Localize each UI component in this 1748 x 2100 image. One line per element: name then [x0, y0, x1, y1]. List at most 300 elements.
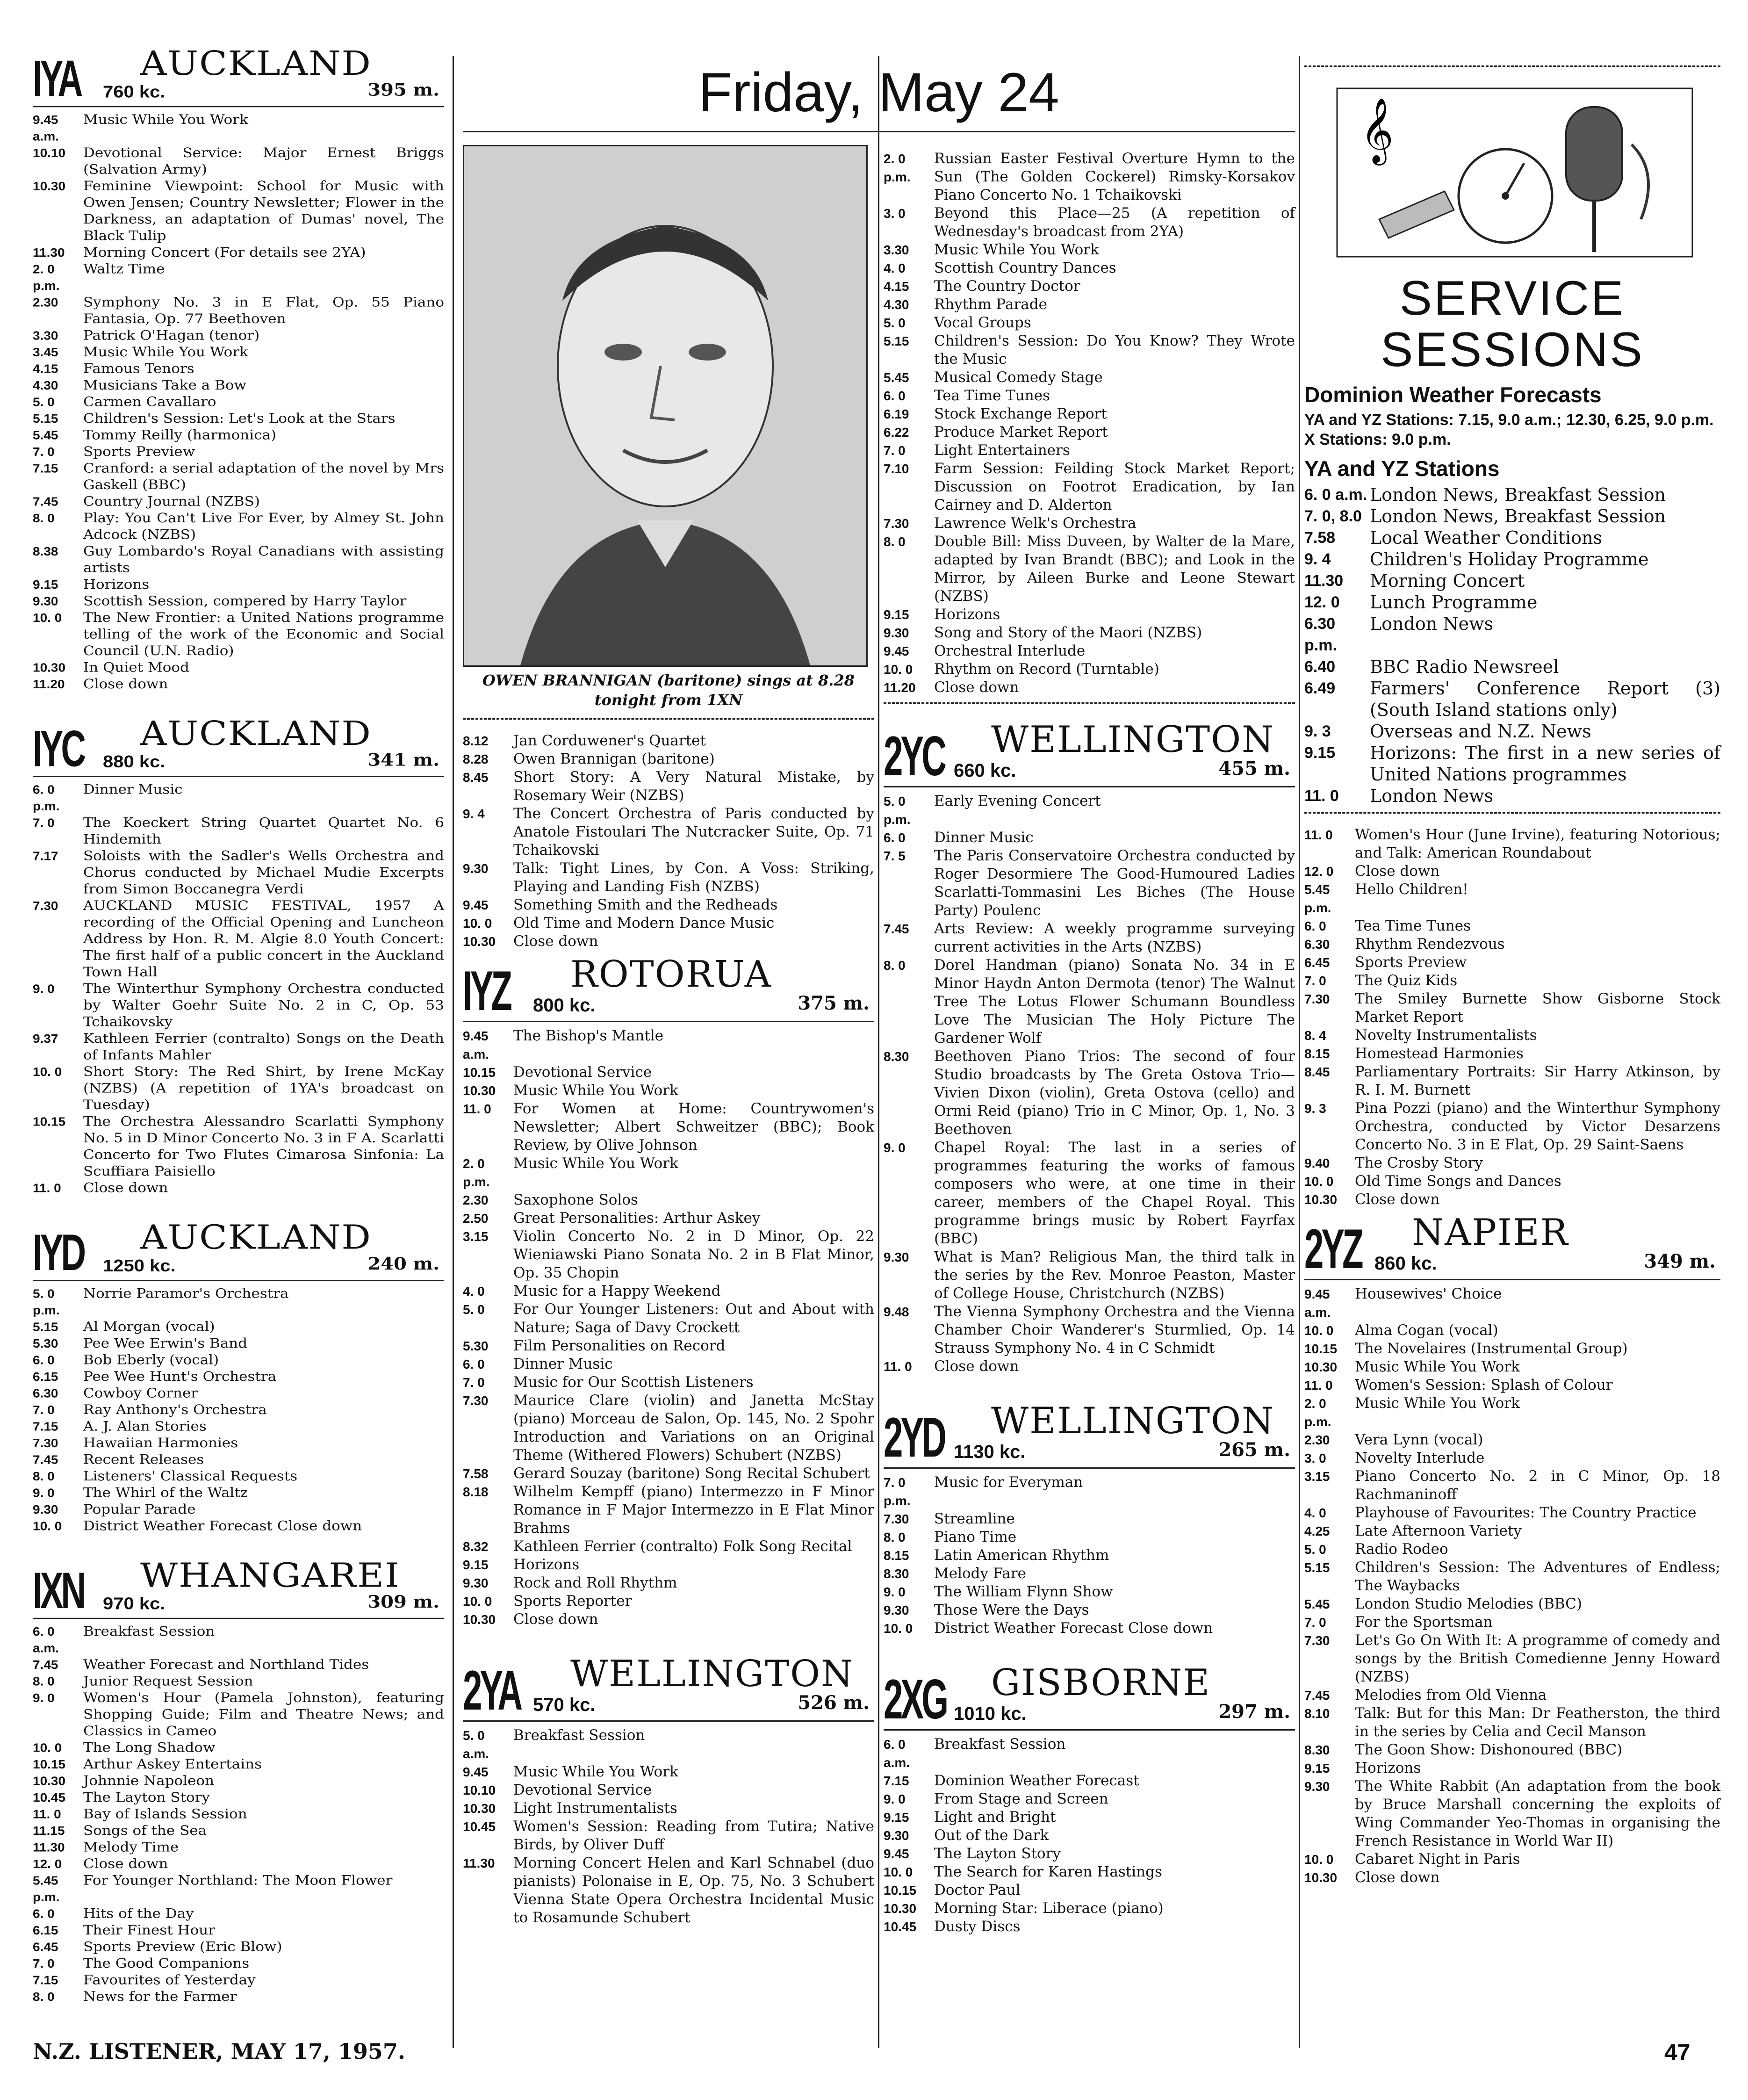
programme-title: Tea Time Tunes — [934, 387, 1050, 404]
programme-time: 10. 0 — [33, 1065, 62, 1079]
station-call-sign: IYD — [33, 1224, 84, 1281]
programme-row — [33, 443, 444, 460]
programme-row — [884, 1248, 1295, 1303]
programme-row — [884, 1735, 1295, 1772]
programme-time: 4.30 — [884, 297, 909, 312]
programme-time: 7.15 — [884, 1774, 909, 1788]
station-city: NAPIER — [1412, 1212, 1569, 1254]
station-header — [33, 42, 444, 107]
ya-yz-weather-times: YA and YZ Stations: 7.15, 9.0 a.m.; 12.30, 6.25, 9.0 p.m. — [1304, 411, 1714, 429]
station-header — [884, 716, 1295, 787]
programme-row — [33, 1756, 444, 1773]
programme-time: 7. 0 p.m. — [884, 1475, 911, 1508]
station-wavelength: 341 m. — [367, 750, 439, 770]
programme-row — [33, 1773, 444, 1790]
station-city: GISBORNE — [991, 1662, 1211, 1704]
programme-time: 5.30 — [463, 1339, 489, 1353]
programme-title: Orchestral Interlude — [934, 642, 1086, 659]
programme-title: Country Journal (NZBS) — [83, 493, 260, 509]
programme-time: 10.30 — [1304, 1192, 1338, 1207]
programme-title: Women's Hour (Pamela Johnston), featuring Shopping Guide; Film and Theatre News; and Classics in Cameo — [83, 1690, 444, 1739]
programme-time: 9.30 — [884, 1603, 909, 1617]
station-header — [463, 951, 874, 1022]
programme-row — [33, 111, 444, 144]
programme-title: Bob Eberly (vocal) — [83, 1352, 219, 1368]
programme-title: Symphony No. 3 in E Flat, Op. 55 Piano Fantasia, Op. 77 Beethoven — [83, 294, 444, 327]
programme-title: The Bishop's Mantle — [513, 1027, 664, 1044]
programme-time: 5.15 — [884, 334, 909, 348]
programme-row — [463, 750, 874, 768]
programme-row — [884, 1357, 1295, 1376]
station-frequency: 1130 kc. — [954, 1442, 1026, 1462]
programme-time: 10.15 — [33, 1758, 66, 1771]
programme-time: 6.15 — [33, 1924, 58, 1937]
programme-time: 10.45 — [463, 1819, 496, 1834]
programme-title: Old Time Songs and Dances — [1355, 1173, 1561, 1190]
programme-time: 6.30 — [33, 1386, 58, 1400]
programme-row — [884, 514, 1295, 533]
station-header — [33, 1216, 444, 1281]
programme-title: Streamline — [934, 1510, 1015, 1527]
svg-text:𝄞: 𝄞 — [1360, 98, 1394, 163]
programme-title: Beyond this Place—25 (A repetition of Wednesday's broadcast from 2YA) — [934, 205, 1295, 240]
programme-row — [33, 377, 444, 394]
station-wavelength: 349 m. — [1644, 1250, 1716, 1272]
programme-time: 6.45 — [1304, 955, 1330, 970]
listing-block — [884, 150, 1295, 697]
programme-row — [33, 1335, 444, 1352]
programme-title: AUCKLAND MUSIC FESTIVAL, 1957 A recording of the Official Opening and Luncheon Address by Hon. R. M. Algie 8.0 Youth Concert: The first half of a public concert in the Auckland Town Hall — [83, 898, 444, 980]
programme-row — [884, 277, 1295, 296]
programme-title: Melodies from Old Vienna — [1355, 1687, 1547, 1703]
programme-title: Dominion Weather Forecast — [934, 1772, 1139, 1789]
divider — [1304, 812, 1720, 818]
programme-title: Novelty Interlude — [1355, 1450, 1485, 1466]
programme-time: 7.30 — [463, 1393, 489, 1408]
programme-title: Beethoven Piano Trios: The second of four Studio broadcasts by The Greta Ostova Trio—Vivien Dixon (violin), Greta Ostova (cello) and Ormi Reid (piano) Trio in C Minor, Op. 1, No. 3 Beethoven — [934, 1048, 1295, 1138]
station-frequency: 570 kc. — [533, 1695, 596, 1715]
programme-title: The Vienna Symphony Orchestra and the Vienna Chamber Choir Wanderer's Sturmlied, Op. 14 Strauss Symphony No. 4 in C Schmidt — [934, 1303, 1295, 1357]
programme-time: 8. 0 — [33, 1470, 55, 1483]
programme-title: Horizons: The first in a new series of United Nations programmes — [1370, 743, 1720, 785]
programme-title: Song and Story of the Maori (NZBS) — [934, 624, 1202, 641]
station-call-sign: 2YZ — [1304, 1218, 1361, 1280]
programme-title: Cranford: a serial adaptation of the novel by Mrs Gaskell (BBC) — [83, 460, 444, 493]
programme-title: Arts Review: A weekly programme surveying current activities in the Arts (NZBS) — [934, 920, 1295, 955]
programme-title: Hits of the Day — [83, 1906, 194, 1921]
station-block — [33, 1216, 444, 1535]
programme-time: 8.12 — [463, 734, 489, 748]
programme-title: Children's Holiday Programme — [1370, 549, 1649, 570]
programme-title: Short Story: A Very Natural Mistake, by Rosemary Weir (NZBS) — [513, 769, 874, 804]
station-block — [33, 712, 444, 1197]
programme-time: 11. 0 — [884, 1359, 912, 1374]
programme-time: 9.45 — [463, 898, 489, 912]
station-header — [1304, 1209, 1720, 1280]
programme-title: In Quiet Mood — [83, 659, 189, 675]
programme-row — [33, 1905, 444, 1922]
service-sessions-list — [1304, 484, 1720, 807]
programme-row — [33, 1180, 444, 1197]
station-block — [33, 1554, 444, 2005]
programme-time: 2.50 — [463, 1211, 489, 1226]
programme-title: Sports Preview — [1355, 954, 1467, 971]
programme-time: 9. 0 — [33, 982, 55, 996]
column-rule — [1299, 56, 1300, 2048]
programme-row — [33, 1872, 444, 1905]
programme-row — [884, 642, 1295, 660]
programme-row — [1304, 953, 1720, 972]
programme-time: 7.30 — [1304, 992, 1330, 1006]
programme-time: 2. 0 p.m. — [463, 1156, 490, 1189]
programme-row — [463, 1854, 874, 1927]
station-wavelength: 309 m. — [367, 1592, 439, 1612]
programme-time: 4.30 — [33, 379, 58, 392]
programme-title: From Stage and Screen — [934, 1790, 1108, 1807]
programme-title: Scottish Country Dances — [934, 260, 1116, 276]
programme-time: 7.30 — [33, 899, 58, 913]
column-4 — [1304, 42, 1720, 1908]
programme-title: Hawaiian Harmonies — [83, 1435, 238, 1451]
programme-title: Music While You Work — [1355, 1395, 1520, 1412]
programme-title: Close down — [934, 1358, 1019, 1375]
programme-row — [463, 1355, 874, 1373]
programme-row — [884, 1473, 1295, 1510]
station-frequency: 760 kc. — [103, 82, 165, 101]
programme-row — [33, 294, 444, 327]
programme-time: 6. 0 p.m. — [33, 783, 60, 813]
programme-time: 11.20 — [33, 678, 65, 691]
programme-title: The Goon Show: Dishonoured (BBC) — [1355, 1741, 1623, 1758]
programme-title: Piano Concerto No. 2 in C Minor, Op. 18 Rachmaninoff — [1355, 1468, 1720, 1503]
programme-row — [33, 460, 444, 493]
programme-row — [463, 1726, 874, 1763]
programme-time: 5.45 — [1304, 1597, 1330, 1611]
programme-title: Devotional Service — [513, 1064, 652, 1081]
programme-time: 10. 0 — [463, 916, 492, 931]
station-frequency: 970 kc. — [103, 1594, 165, 1613]
programme-title: The White Rabbit (An adaptation from the book by Bruce Marshall concerning the exploits of Wing Commander Yeo-Thomas in organising the French Resistance in World War II) — [1355, 1778, 1720, 1849]
programme-row — [1304, 1376, 1720, 1394]
programme-row — [463, 1392, 874, 1465]
programme-time: 2.30 — [33, 296, 58, 309]
programme-row — [884, 624, 1295, 642]
programme-row — [884, 1918, 1295, 1936]
station-city: AUCKLAND — [140, 714, 372, 753]
programme-title: Favourites of Yesterday — [83, 1972, 256, 1988]
programme-row — [463, 1537, 874, 1556]
programme-row — [463, 1592, 874, 1610]
programme-title: Weather Forecast and Northland Tides — [83, 1657, 369, 1673]
programme-row — [1304, 1759, 1720, 1777]
programme-row — [1304, 1850, 1720, 1869]
programme-time: 9.45 a.m. — [1304, 1287, 1331, 1320]
programme-row — [1304, 1431, 1720, 1449]
programme-time: 10. 0 — [33, 611, 62, 625]
programme-title: Vera Lynn (vocal) — [1355, 1431, 1483, 1448]
programme-title: London Studio Melodies (BBC) — [1355, 1595, 1583, 1612]
programme-row — [884, 1899, 1295, 1918]
programme-time: 3.45 — [33, 346, 58, 359]
programme-title: Out of the Dark — [934, 1827, 1049, 1844]
programme-row — [1304, 613, 1720, 656]
programme-title: Close down — [513, 933, 598, 950]
column-rule — [453, 56, 454, 2048]
programme-row — [884, 1583, 1295, 1601]
programme-title: Sports Reporter — [513, 1593, 632, 1609]
programme-title: Wilhelm Kempff (piano) Intermezzo in F Minor Romance in F Major Intermezzo in E Flat Minor Brahms — [513, 1483, 874, 1537]
programme-row — [884, 150, 1295, 204]
programme-title: Carmen Cavallaro — [83, 394, 216, 410]
programme-title: Short Story: The Red Shirt, by Irene McKay (NZBS) (A repetition of 1YA's broadcast on Tuesday) — [83, 1064, 444, 1113]
programme-row — [884, 1047, 1295, 1139]
programme-title: Lawrence Welk's Orchestra — [934, 515, 1137, 532]
programme-time: 11.30 — [1304, 572, 1344, 590]
programme-time: 6. 0 — [33, 1907, 55, 1920]
programme-title: Stock Exchange Report — [934, 405, 1107, 422]
station-header — [33, 1554, 444, 1619]
programme-time: 9.15 — [1304, 1761, 1330, 1775]
programme-time: 8. 0 — [884, 1530, 906, 1544]
programme-time: 5.45 — [884, 370, 909, 385]
programme-row — [33, 1989, 444, 2006]
programme-row — [1304, 917, 1720, 935]
programme-time: 8.28 — [463, 752, 489, 766]
programme-title: Violin Concerto No. 2 in D Minor, Op. 22 Wieniawski Piano Sonata No. 2 in B Flat Minor, Op. 35 Chopin — [513, 1228, 874, 1281]
programme-title: Scottish Session, compered by Harry Taylor — [83, 593, 407, 609]
programme-row — [33, 781, 444, 815]
programme-title: Light Instrumentalists — [513, 1800, 677, 1817]
programme-title: Latin American Rhythm — [934, 1547, 1109, 1564]
station-city: WELLINGTON — [991, 1400, 1275, 1442]
programme-title: Sports Preview — [83, 444, 195, 460]
programme-time: 9.15 — [884, 1810, 909, 1825]
programme-time: 3.30 — [884, 243, 909, 257]
programme-row — [884, 423, 1295, 441]
station-block — [884, 1659, 1295, 1936]
programme-row — [463, 1799, 874, 1818]
radio-microphone-illustration-icon — [1304, 79, 1720, 266]
programme-time: 2.30 — [463, 1193, 489, 1207]
station-wavelength: 297 m. — [1218, 1701, 1290, 1723]
programme-time: 9.30 — [884, 1828, 909, 1843]
programme-time: 6. 0 — [884, 389, 906, 403]
programme-title: A. J. Alan Stories — [83, 1418, 207, 1434]
programme-title: Something Smith and the Redheads — [513, 896, 778, 913]
programme-row — [33, 1856, 444, 1873]
programme-row — [884, 1863, 1295, 1881]
programme-title: Horizons — [513, 1556, 580, 1573]
programme-title: The Smiley Burnette Show Gisborne Stock Market Report — [1355, 990, 1720, 1025]
station-city: AUCKLAND — [140, 44, 372, 83]
programme-title: Morning Concert Helen and Karl Schnabel (duo pianists) Polonaise in E, Op. 75, No. 3 Schubert Vienna State Opera Orchestra Incidental Music to Rosamunde Schubert — [513, 1855, 874, 1926]
programme-row — [33, 1790, 444, 1806]
programme-title: Lunch Programme — [1370, 592, 1538, 613]
programme-time: 11. 0 — [463, 1102, 491, 1116]
programme-time: 3.15 — [1304, 1469, 1330, 1484]
programme-time: 6.15 — [33, 1370, 58, 1384]
programme-time: 11.15 — [33, 1824, 65, 1838]
station-call-sign: IYZ — [463, 960, 510, 1022]
programme-row — [33, 1518, 444, 1535]
programme-time: 11. 0 — [1304, 1378, 1333, 1393]
programme-row — [463, 1574, 874, 1592]
programme-time: 5. 0 — [33, 395, 55, 409]
programme-time: 7.30 — [884, 516, 909, 531]
programme-title: Housewives' Choice — [1355, 1285, 1502, 1302]
programme-row — [884, 204, 1295, 241]
programme-row — [1304, 1394, 1720, 1431]
programme-row — [1304, 826, 1720, 862]
programme-row — [33, 1451, 444, 1468]
programme-title: For Our Younger Listeners: Out and About with Nature; Saga of Davy Crockett — [513, 1301, 874, 1336]
station-wavelength: 395 m. — [367, 80, 439, 100]
programme-row — [33, 1368, 444, 1385]
programme-title: Music While You Work — [513, 1155, 678, 1172]
column-rule — [878, 56, 879, 2048]
programme-time: 2. 0 p.m. — [1304, 1396, 1331, 1429]
programme-title: Early Evening Concert — [934, 793, 1101, 809]
page-date-title: Friday, May 24 — [698, 62, 1059, 123]
programme-time: 10.30 — [33, 180, 66, 193]
programme-time: 8.18 — [463, 1485, 489, 1499]
programme-time: 10.45 — [884, 1920, 917, 1934]
programme-time: 4. 0 — [884, 261, 906, 275]
programme-time: 7. 0 — [33, 445, 55, 459]
programme-row — [1304, 742, 1720, 785]
programme-row — [1304, 1045, 1720, 1063]
programme-row — [1304, 1559, 1720, 1595]
programme-title: The Orchestra Alessandro Scarlatti Symphony No. 5 in D Minor Concerto No. 3 in F A. Scarlatti Concerto for Two Flutes Cimarosa Sinfonia: La Scuffiara Paisiello — [83, 1114, 444, 1179]
programme-title: Doctor Paul — [934, 1882, 1021, 1898]
programme-time: 2. 0 p.m. — [884, 152, 911, 184]
programme-title: Music for a Happy Weekend — [513, 1283, 721, 1299]
programme-row — [463, 1209, 874, 1227]
programme-row — [463, 1100, 874, 1155]
programme-time: 6.49 — [1304, 679, 1336, 697]
programme-title: Musical Comedy Stage — [934, 369, 1103, 386]
programme-title: For Women at Home: Countrywomen's Newsletter; Albert Schweitzer (BBC); Book Review, by Olive Johnson — [513, 1100, 874, 1154]
programme-row — [33, 510, 444, 543]
station-block — [884, 1397, 1295, 1638]
station-frequency: 860 kc. — [1374, 1253, 1437, 1274]
programme-title: Horizons — [934, 606, 1000, 623]
programme-row — [463, 1027, 874, 1063]
programme-title: Al Morgan (vocal) — [83, 1319, 215, 1335]
station-header — [463, 1650, 874, 1722]
programme-time: 5.15 — [33, 1320, 58, 1334]
programme-time: 5. 0 — [884, 316, 906, 330]
programme-title: Owen Brannigan (baritone) — [513, 751, 715, 767]
programme-time: 8.32 — [463, 1539, 489, 1554]
programme-title: Norrie Paramor's Orchestra — [83, 1285, 289, 1301]
programme-title: Farmers' Conference Report (3) (South Island stations only) — [1370, 678, 1720, 720]
programme-title: Music While You Work — [934, 241, 1099, 258]
programme-time: 7. 0 — [1304, 974, 1326, 988]
programme-row — [1304, 1467, 1720, 1504]
programme-time: 8.30 — [884, 1049, 909, 1064]
programme-title: Devotional Service: Major Ernest Briggs (Salvation Army) — [83, 145, 444, 177]
programme-time: 5. 0 — [463, 1302, 485, 1317]
programme-time: 9.45 a.m. — [33, 113, 59, 143]
divider — [1304, 65, 1720, 72]
programme-row — [33, 394, 444, 411]
programme-time: 11. 0 — [1304, 787, 1339, 805]
programme-title: Songs of the Sea — [83, 1823, 207, 1839]
programme-title: Jan Corduwener's Quartet — [513, 732, 706, 749]
programme-time: 11.30 — [463, 1856, 495, 1870]
programme-title: Rhythm Parade — [934, 296, 1047, 313]
programme-time: 9.15 — [884, 607, 909, 622]
service-sessions-title: SERVICE SESSIONS — [1381, 271, 1644, 377]
programme-time: 9.45 — [463, 1765, 489, 1779]
programme-time: 10.30 — [1304, 1360, 1338, 1374]
programme-title: Local Weather Conditions — [1370, 527, 1603, 548]
programme-title: Women's Hour (June Irvine), featuring Notorious; and Talk: American Roundabout — [1355, 826, 1720, 861]
programme-title: Children's Session: Do You Know? They Wrote the Music — [934, 332, 1295, 368]
programme-row — [1304, 505, 1720, 527]
programme-time: 6.30 — [1304, 937, 1330, 952]
programme-time: 7. 0 — [33, 1403, 55, 1417]
programme-title: Cabaret Night in Paris — [1355, 1851, 1520, 1868]
programme-row — [1304, 1686, 1720, 1704]
programme-title: Devotional Service — [513, 1782, 652, 1798]
station-frequency: 660 kc. — [954, 760, 1016, 781]
programme-row — [33, 1401, 444, 1418]
programme-title: Close down — [1355, 1869, 1440, 1886]
programme-time: 9.30 — [884, 1250, 909, 1264]
programme-time: 7.45 — [1304, 1688, 1330, 1703]
programme-time: 4.25 — [1304, 1524, 1330, 1538]
programme-time: 9. 0 — [33, 1486, 55, 1500]
programme-title: Chapel Royal: The last in a series of programmes featuring the works of famous composers who were, at one time in their career, members of the Chapel Royal. This programme brings music by Robert Fayrfax (BBC) — [934, 1139, 1295, 1247]
programme-row — [1304, 1172, 1720, 1191]
programme-time: 6.40 — [1304, 658, 1336, 676]
programme-time: 10. 0 — [33, 1741, 62, 1754]
programme-row — [1304, 656, 1720, 678]
programme-title: Horizons — [83, 577, 150, 592]
programme-row — [884, 314, 1295, 332]
programme-row — [33, 1435, 444, 1451]
programme-row — [1304, 1540, 1720, 1559]
programme-row — [463, 932, 874, 951]
programme-title: London News — [1370, 613, 1494, 634]
programme-time: 3. 0 — [1304, 1451, 1326, 1465]
programme-title: Breakfast Session — [83, 1624, 215, 1639]
programme-title: Dinner Music — [934, 829, 1034, 846]
programme-title: Music While You Work — [83, 344, 248, 360]
programme-time: 7.58 — [463, 1466, 489, 1481]
programme-title: Hello Children! — [1355, 881, 1468, 898]
programme-time: 7.15 — [33, 462, 58, 475]
programme-row — [884, 1772, 1295, 1790]
programme-time: 7.58 — [1304, 529, 1336, 547]
programme-time: 9. 4 — [1304, 550, 1331, 568]
man-portrait-icon — [464, 146, 866, 665]
programme-time: 6.30 p.m. — [1304, 615, 1337, 654]
programme-row — [463, 768, 874, 805]
programme-row — [884, 1303, 1295, 1357]
programme-title: News for the Farmer — [83, 1989, 237, 2005]
programme-time: 10. 0 — [884, 1865, 913, 1879]
programme-title: London News, Breakfast Session — [1370, 484, 1666, 505]
programme-time: 7.30 — [1304, 1633, 1330, 1648]
programme-row — [463, 1818, 874, 1854]
programme-title: Listeners' Classical Requests — [83, 1468, 298, 1484]
programme-row — [884, 829, 1295, 847]
programme-row — [33, 676, 444, 693]
programme-row — [33, 609, 444, 659]
